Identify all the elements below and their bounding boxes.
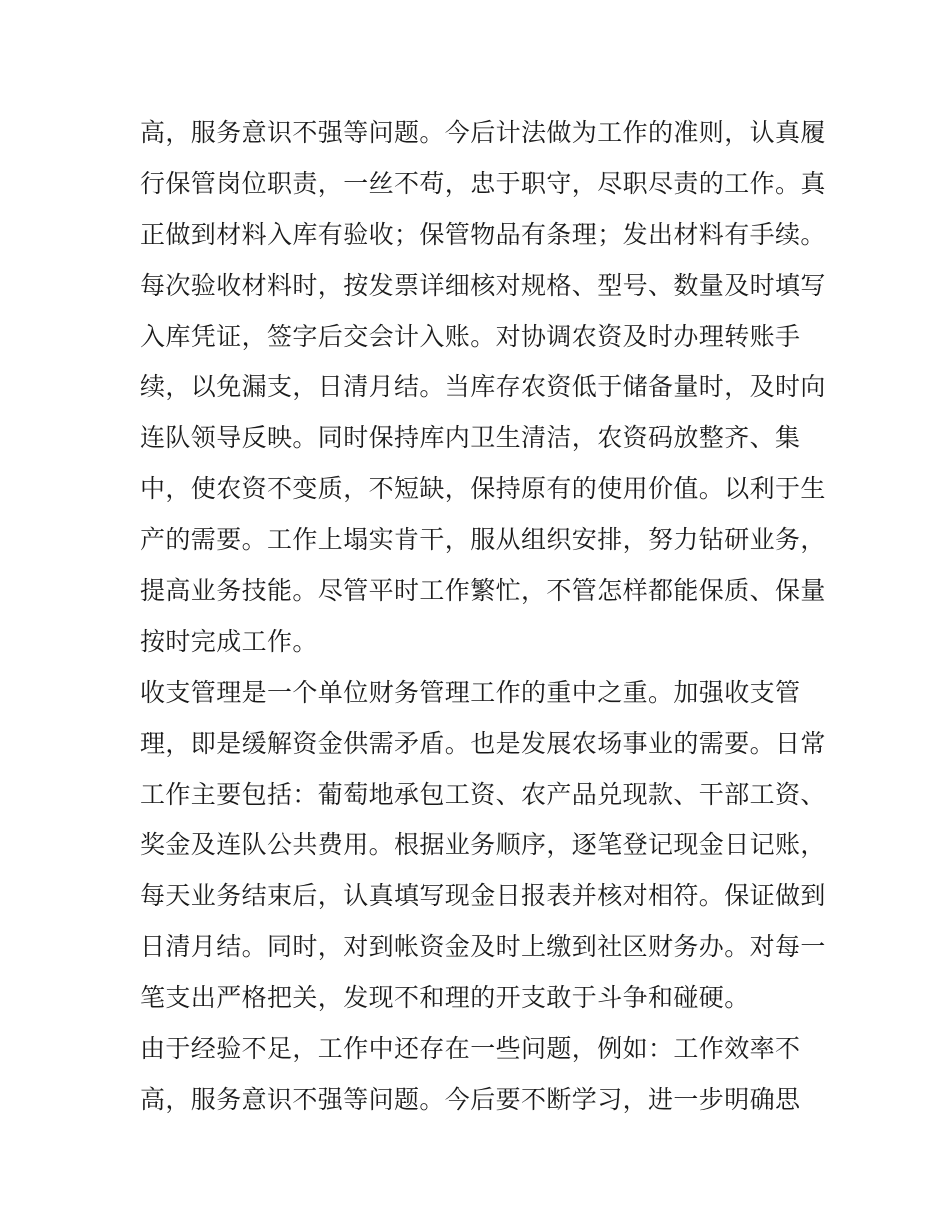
text-line: 高，服务意识不强等问题。今后计法做为工作的准则，认真履 bbox=[140, 118, 826, 147]
text-line: 产的需要。工作上塌实肯干，服从组织安排，努力钻研业务， bbox=[140, 525, 826, 555]
text-line: 行保管岗位职责，一丝不苟，忠于职守，尽职尽责的工作。真 bbox=[140, 168, 826, 198]
text-line: 每次验收材料时，按发票详细核对规格、型号、数量及时填写 bbox=[140, 270, 826, 300]
text-line: 中，使农资不变质，不短缺，保持原有的使用价值。以利于生 bbox=[140, 474, 826, 504]
text-line: 理，即是缓解资金供需矛盾。也是发展农场事业的需要。日常 bbox=[140, 728, 826, 758]
document-body bbox=[140, 108, 826, 1126]
text-line: 每天业务结束后，认真填写现金日报表并核对相符。保证做到 bbox=[140, 881, 826, 911]
paragraph-income-expense bbox=[140, 668, 826, 1024]
text-line: 提高业务技能。尽管平时工作繁忙，不管怎样都能保质、保量 bbox=[140, 576, 826, 606]
paragraph-warehouse-duties bbox=[140, 108, 826, 668]
text-line: 续，以免漏支，日清月结。当库存农资低于储备量时，及时向 bbox=[140, 372, 826, 402]
text-line: 由于经验不足，工作中还存在一些问题，例如：工作效率不 bbox=[140, 1034, 801, 1064]
text-line: 按时完成工作。 bbox=[140, 626, 318, 656]
text-line: 工作主要包括：葡萄地承包工资、农产品兑现款、干部工资、 bbox=[140, 779, 826, 809]
text-line: 正做到材料入库有验收；保管物品有条理；发出材料有手续。 bbox=[140, 219, 826, 249]
text-line: 奖金及连队公共费用。根据业务顺序，逐笔登记现金日记账， bbox=[140, 830, 826, 860]
text-line: 日清月结。同时，对到帐资金及时上缴到社区财务办。对每一 bbox=[140, 932, 826, 962]
text-line: 高，服务意识不强等问题。今后要不断学习，进一步明确思 bbox=[140, 1084, 801, 1114]
text-line: 连队领导反映。同时保持库内卫生清洁，农资码放整齐、集 bbox=[140, 423, 801, 453]
text-line: 笔支出严格把关，发现不和理的开支敢于斗争和碰硬。 bbox=[140, 983, 750, 1013]
text-line: 入库凭证，签字后交会计入账。对协调农资及时办理转账手 bbox=[140, 321, 801, 351]
paragraph-shortcomings bbox=[140, 1024, 810, 1126]
text-line: 收支管理是一个单位财务管理工作的重中之重。加强收支管 bbox=[140, 677, 801, 707]
